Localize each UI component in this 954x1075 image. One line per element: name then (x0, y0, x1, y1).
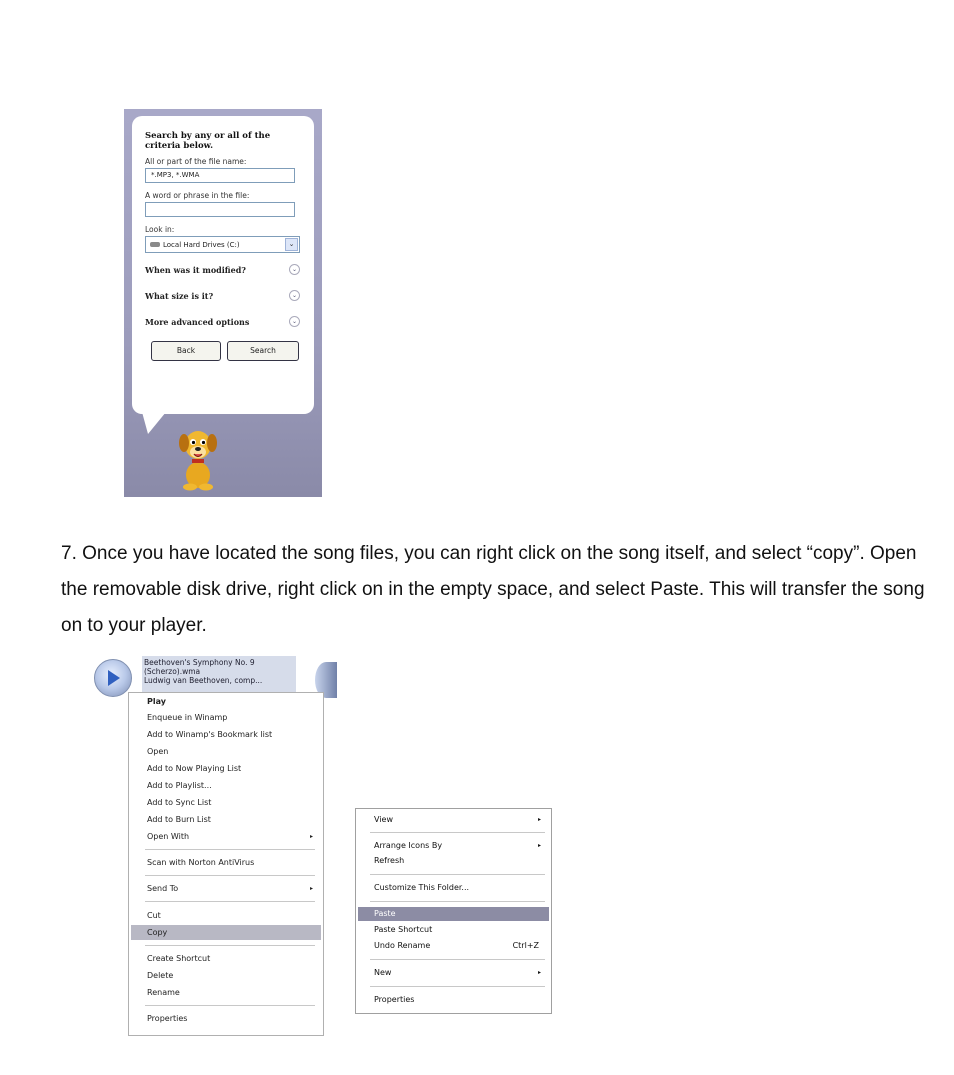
menu-separator (370, 901, 545, 902)
menu-item-add-burn[interactable]: Add to Burn List (147, 815, 211, 824)
file-name-line: Beethoven's Symphony No. 9 (144, 658, 255, 667)
menu-item-label: Arrange Icons By (374, 841, 443, 850)
hard-drive-icon (150, 242, 160, 247)
menu-item-properties[interactable]: Properties (147, 1014, 188, 1023)
menu-separator (370, 832, 545, 833)
menu-separator (145, 875, 315, 876)
menu-item-send-to[interactable] (147, 881, 319, 896)
menu-separator (145, 945, 315, 946)
search-dog-icon (176, 423, 220, 491)
menu-item-add-bookmark[interactable]: Add to Winamp's Bookmark list (147, 730, 273, 739)
option-advanced[interactable] (145, 315, 300, 328)
menu-separator (370, 874, 545, 875)
expand-chevron-icon[interactable]: ⌄ (289, 264, 300, 275)
shortcut-label: Ctrl+Z (512, 941, 539, 950)
menu-item-enqueue[interactable]: Enqueue in Winamp (147, 713, 228, 722)
menu-item-cut[interactable]: Cut (147, 911, 161, 920)
menu-item-label: Open With (147, 832, 190, 841)
menu-item-add-now-playing[interactable]: Add to Now Playing List (147, 764, 242, 773)
expand-chevron-icon[interactable]: ⌄ (289, 290, 300, 301)
lookin-select[interactable] (145, 236, 300, 253)
menu-item-paste-shortcut[interactable]: Paste Shortcut (374, 925, 433, 934)
search-button[interactable]: Search (227, 341, 299, 361)
media-player-file-icon[interactable] (94, 659, 132, 697)
menu-item-customize-folder[interactable]: Customize This Folder... (374, 883, 470, 892)
option-what-size[interactable] (145, 289, 300, 302)
menu-item-view[interactable] (374, 813, 545, 827)
menu-item-add-sync[interactable]: Add to Sync List (147, 798, 212, 807)
menu-item-label: New (374, 968, 392, 977)
menu-item-label: Send To (147, 884, 179, 893)
menu-item-delete[interactable]: Delete (147, 971, 174, 980)
menu-separator (145, 849, 315, 850)
menu-item-play[interactable]: Play (147, 697, 166, 706)
option-label: More advanced options (145, 316, 250, 327)
filename-label: All or part of the file name: (145, 157, 247, 166)
instruction-paragraph: 7. Once you have located the song files, you can right click on the song itself, and select “copy”. Open the removable disk drive, right click on in the empty space, and select Paste. This will transfer the song on to your player. (61, 543, 925, 636)
bubble-tail (142, 412, 166, 434)
folder-context-menu (355, 808, 552, 1014)
search-companion-panel (124, 109, 322, 497)
submenu-arrow-icon: ▸ (309, 885, 313, 892)
menu-item-label: View (374, 815, 393, 824)
menu-item-undo-rename[interactable] (374, 939, 545, 953)
file-name-line: (Scherzo).wma (144, 667, 201, 676)
menu-item-create-shortcut[interactable]: Create Shortcut (147, 954, 211, 963)
menu-item-properties[interactable]: Properties (374, 995, 415, 1004)
menu-item-open[interactable]: Open (147, 747, 169, 756)
submenu-arrow-icon: ▸ (537, 816, 541, 823)
back-button[interactable]: Back (151, 341, 221, 361)
menu-item-label: Undo Rename (374, 941, 431, 950)
menu-item-paste[interactable]: Paste (358, 907, 549, 921)
menu-item-refresh[interactable]: Refresh (374, 856, 405, 865)
menu-item-open-with[interactable] (147, 829, 319, 844)
option-when-modified[interactable] (145, 263, 300, 276)
dropdown-arrow-icon[interactable]: ⌄ (285, 238, 298, 251)
phrase-input[interactable] (145, 202, 295, 217)
menu-item-new[interactable] (374, 966, 545, 980)
menu-item-scan-antivirus[interactable]: Scan with Norton AntiVirus (147, 858, 255, 867)
menu-separator (370, 986, 545, 987)
expand-chevron-icon[interactable]: ⌄ (289, 316, 300, 327)
submenu-arrow-icon: ▸ (537, 842, 541, 849)
menu-item-arrange-icons[interactable] (374, 839, 545, 853)
option-label: What size is it? (145, 290, 214, 301)
submenu-arrow-icon: ▸ (537, 969, 541, 976)
menu-item-copy[interactable]: Copy (131, 925, 321, 940)
option-label: When was it modified? (145, 264, 246, 275)
lookin-label: Look in: (145, 225, 175, 234)
lookin-value: Local Hard Drives (C:) (163, 240, 240, 249)
menu-item-rename[interactable]: Rename (147, 988, 180, 997)
search-bubble (132, 116, 314, 414)
menu-item-add-playlist[interactable]: Add to Playlist... (147, 781, 212, 790)
submenu-arrow-icon: ▸ (309, 833, 313, 840)
phrase-label: A word or phrase in the file: (145, 191, 250, 200)
menu-separator (145, 901, 315, 902)
file-context-screenshot (90, 656, 340, 1036)
filename-input[interactable]: *.MP3, *.WMA (145, 168, 295, 183)
file-name-line: Ludwig van Beethoven, comp... (144, 676, 263, 685)
menu-separator (370, 959, 545, 960)
menu-separator (145, 1005, 315, 1006)
file-context-menu (128, 692, 324, 1036)
search-title: Search by any or all of the criteria below. (145, 131, 271, 151)
